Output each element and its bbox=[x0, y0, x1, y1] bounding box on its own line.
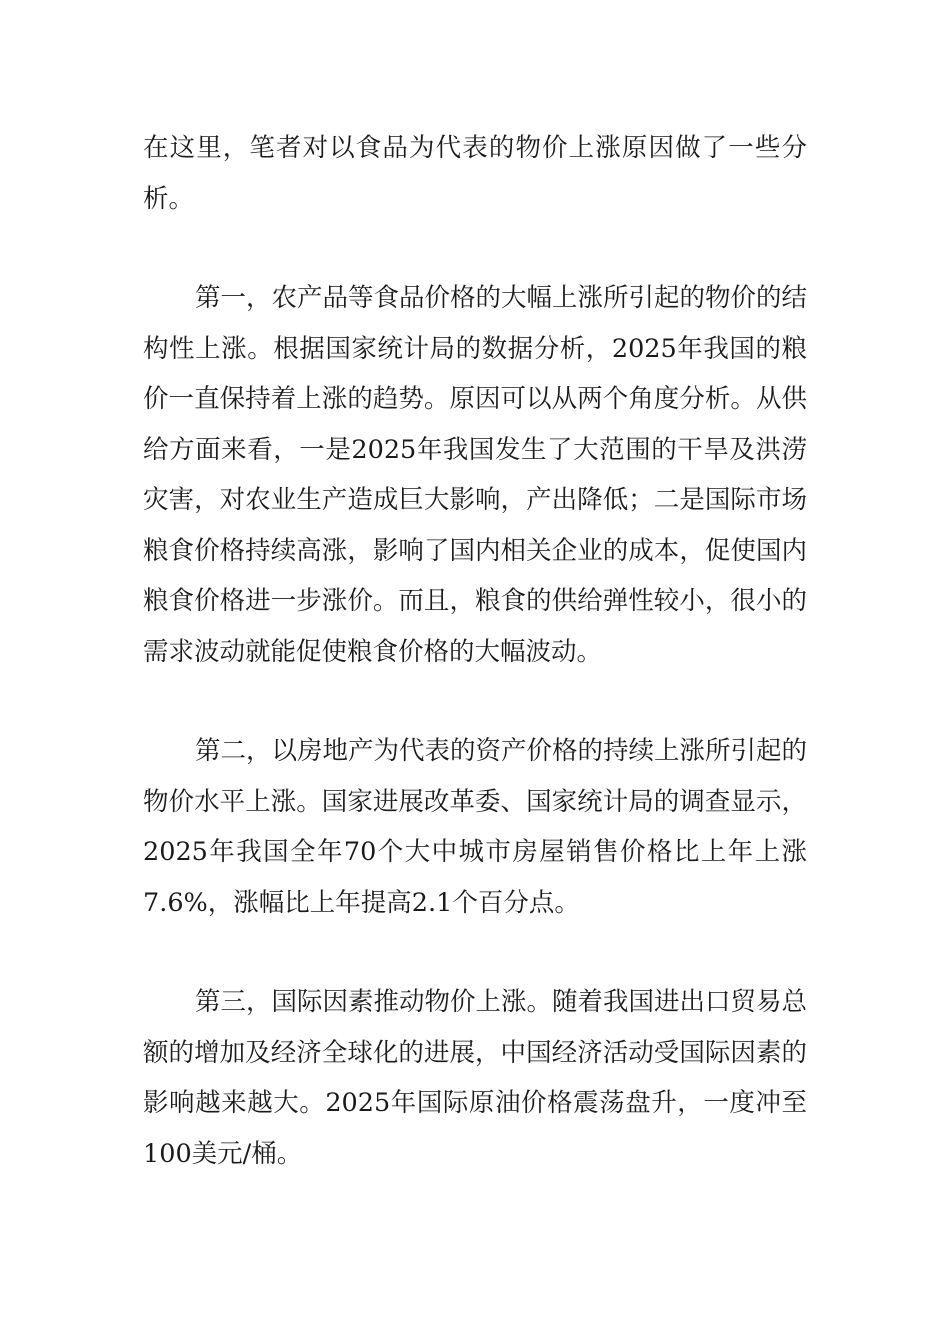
paragraph-first-reason: 第一，农产品等食品价格的大幅上涨所引起的物价的结构性上涨。根据国家统计局的数据分析，2025年我国的粮价一直保持着上涨的趋势。原因可以从两个角度分析。从供给方面来看，一是2025年我国发生了大范围的干旱及洪涝灾害，对农业生产造成巨大影响，产出降低；二是国际市场粮食价格持续高涨，影响了国内相关企业的成本，促使国内粮食价格进一步涨价。而且，粮食的供给弹性较小，很小的需求波动就能促使粮食价格的大幅波动。 bbox=[143, 283, 808, 667]
paragraph-second-reason: 第二，以房地产为代表的资产价格的持续上涨所引起的物价水平上涨。国家进展改革委、国家统计局的调查显示，2025年我国全年70个大中城市房屋销售价格比上年上涨7.6%，涨幅比上年提高2.1个百分点。 bbox=[143, 736, 808, 918]
document-body bbox=[143, 123, 807, 1228]
paragraph-third-reason: 第三，国际因素推动物价上涨。随着我国进出口贸易总额的增加及经济全球化的进展，中国经济活动受国际因素的影响越来越大。2025年国际原油价格震荡盘升，一度冲至100美元/桶。 bbox=[143, 987, 808, 1169]
paragraph-intro: 在这里，笔者对以食品为代表的物价上涨原因做了一些分析。 bbox=[143, 133, 807, 214]
